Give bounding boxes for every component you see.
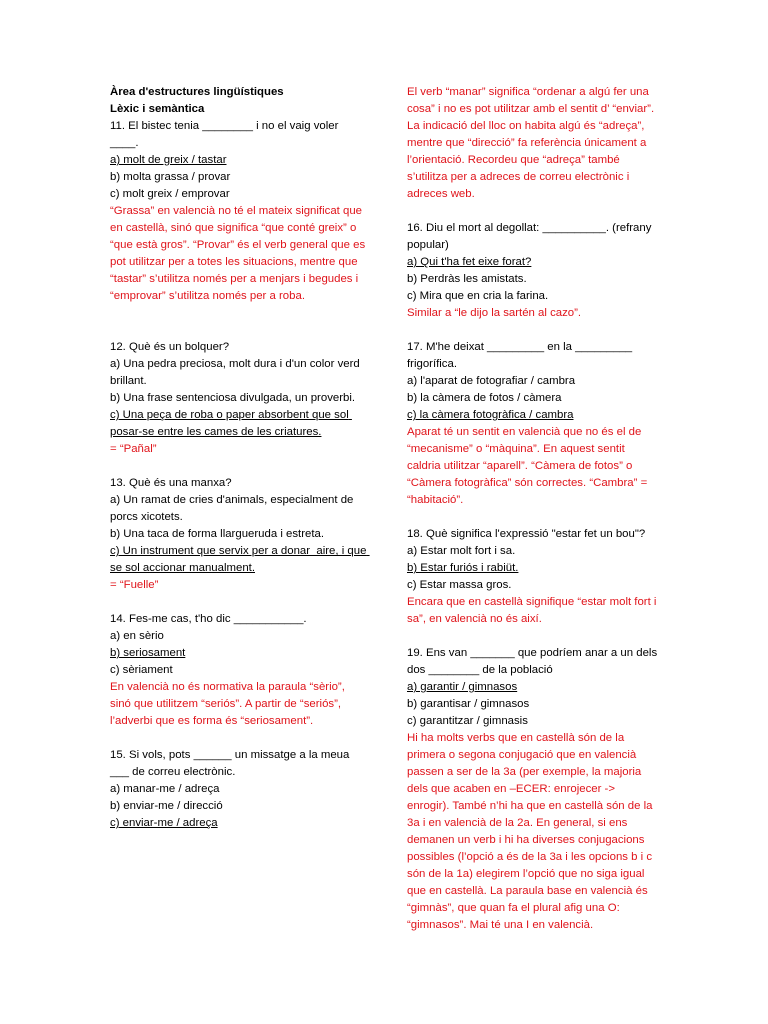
explanation-note: Aparat té un sentit en valencià que no és el de “mecanisme” o “màquina”. En aquest sentit caldria utilitzar “aparell”. “Càmera de fotos” o “Càmera fotogràfica” són correctes. “Cambra” = “habitació”. [407,426,651,506]
explanation-note: Similar a “le dijo la sartén al cazo”. [407,307,582,319]
question-stem: 13. Què és una manxa? [110,477,232,489]
option-a: a) garantir / gimnasos [407,681,518,693]
option-b: b) garantisar / gimnasos [407,698,530,710]
right-column [407,84,659,934]
option-c: c) molt greix / emprovar [110,188,230,200]
question-stem: 16. Diu el mort al degollat: __________. (refrany popular) [407,222,655,251]
option-b: b) Estar furiós i rabiüt. [407,562,519,574]
option-b: b) Una taca de forma llargueruda i estreta. [110,528,325,540]
option-c: c) Estar massa gros. [407,579,512,591]
question-19 [407,645,659,934]
question-stem: 15. Si vols, pots ______ un missatge a la meua ___ de correu electrònic. [110,749,353,778]
question-stem: 17. M'he deixat _________ en la _________ frigorífica. [407,341,636,370]
option-a: a) manar-me / adreça [110,783,220,795]
option-b: b) Perdràs les amistats. [407,273,527,285]
question-stem: 11. El bistec tenia ________ i no el vaig voler ____. [110,120,342,149]
question-stem: 12. Què és un bolquer? [110,341,230,353]
option-b: b) enviar-me / direcció [110,800,223,812]
question-11 [110,118,368,305]
question-15 [110,747,368,832]
question-stem: 19. Ens van _______ que podríem anar a un dels dos ________ de la població [407,647,661,676]
option-c: c) Una peça de roba o paper absorbent que sol posar-se entre les cames de les criatures. [110,409,352,438]
question-17 [407,339,659,509]
question-13 [110,475,368,594]
option-a: a) Estar molt fort i sa. [407,545,516,557]
explanation-note: En valencià no és normativa la paraula “sèrio”, sinó que utilitzem “seriós”. A partir de “seriós”, l’adverbi que es forma és “seriosament”. [110,681,349,727]
left-column [110,84,368,832]
option-c: c) garantitzar / gimnasis [407,715,528,727]
explanation-note: = “Pañal” [110,443,157,455]
option-b: b) Una frase sentenciosa divulgada, un proverbi. [110,392,356,404]
option-c: c) enviar-me / adreça [110,817,218,829]
option-b: b) seriosament [110,647,186,659]
option-a: a) l'aparat de fotografiar / cambra [407,375,576,387]
option-a: a) en sèrio [110,630,164,642]
option-a: a) Qui t'ha fet eixe forat? [407,256,532,268]
question-18 [407,526,659,628]
explanation-note: Hi ha molts verbs que en castellà són de la primera o segona conjugació que en valencià passen a ser de la 3a (per exemple, la majoria dels que acaben en –ECER: enrojecer -> enrogir). També n’hi ha que en castellà són de la 3a i en valencià de la 2a. En general, si ens demanen un verb i hi ha diverses conjugacions possibles (l’opció a és de la 3a i les opcions b i c són de la 1a) elegirem l’opció que no siga igual que en castellà. La paraula base en valencià és “gimnàs”, que quan fa el plural afig una O: “gimnasos”. Mai té una I en valencià. [407,732,656,931]
option-a: a) Una pedra preciosa, molt dura i d'un color verd brillant. [110,358,363,387]
question-stem: 18. Què significa l'expressió "estar fet un bou"? [407,528,646,540]
explanation-note-q15: El verb “manar” significa “ordenar a algú fer una cosa” i no es pot utilitzar amb el sentit d’ “enviar”. La indicació del lloc on habita algú és “adreça”, mentre que “direcció” fa referència únicament a l’orientació. Recordeu que “adreça” també s’utilitza per a adreces de correu electrònic i adreces web. [407,86,658,200]
question-stem: 14. Fes-me cas, t'ho dic ___________. [110,613,307,625]
area-title: Àrea d'estructures lingüístiques [110,86,284,98]
option-b: b) molta grassa / provar [110,171,231,183]
option-c: c) Un instrument que servix per a donar aire, i que se sol accionar manualment. [110,545,370,574]
option-a: a) Un ramat de cries d'animals, especialment de porcs xicotets. [110,494,357,523]
section-title: Lèxic i semàntica [110,103,205,115]
question-14 [110,611,368,730]
option-c: c) Mira que en cria la farina. [407,290,549,302]
option-a: a) molt de greix / tastar [110,154,227,166]
option-c: c) la càmera fotogràfica / cambra [407,409,574,421]
explanation-note: = “Fuelle” [110,579,159,591]
option-b: b) la càmera de fotos / càmera [407,392,562,404]
explanation-note: Encara que en castellà signifique “estar molt fort i sa”, en valencià no és així. [407,596,660,625]
question-12 [110,339,368,458]
question-16 [407,220,659,322]
option-c: c) sèriament [110,664,173,676]
explanation-note: “Grassa” en valencià no té el mateix significat que en castellà, sinó que significa “que conté greix” o “que està gros”. “Provar” és el verb general que es pot utilitzar per a totes les situacions, mentre que “tastar” s’utilitza només per a menjars i begudes i “emprovar” s’utilitza només per a roba. [110,205,369,302]
